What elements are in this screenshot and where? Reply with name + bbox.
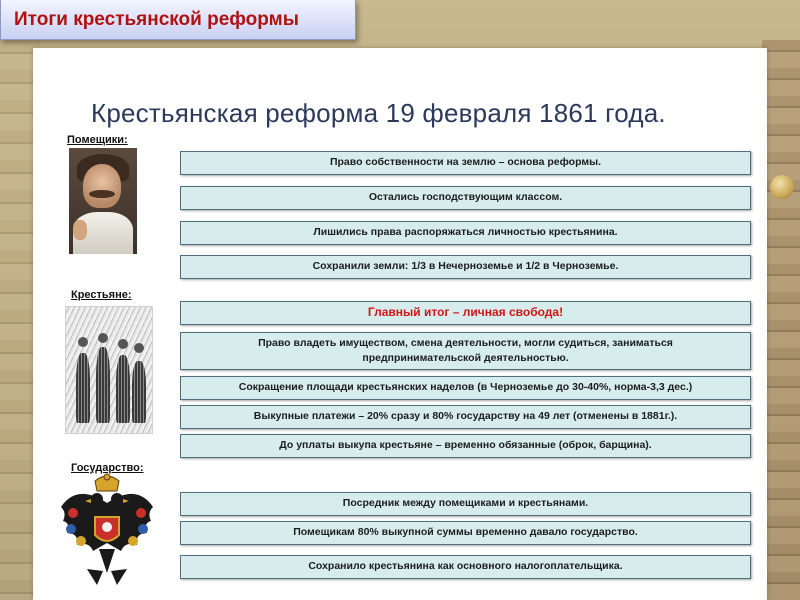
peasants-item-5: До уплаты выкупа крестьяне – временно обязанные (оброк, барщина).: [180, 434, 751, 458]
peasants-item-2: Право владеть имуществом, смена деятельности, могли судиться, заниматься предпринимательской деятельностью.: [180, 332, 751, 370]
group-label-landowners: Помещики:: [67, 134, 128, 146]
slide-title: Итоги крестьянской реформы: [0, 0, 356, 40]
peasants-item-3: Сокращение площади крестьянских наделов (в Черноземье до 30-40%, норма-3,3 дес.): [180, 376, 751, 400]
landowners-item-3: Лишились права распоряжаться личностью крестьянина.: [180, 221, 751, 245]
page-title: Крестьянская реформа 19 февраля 1861 года.: [91, 98, 666, 128]
content-panel: [33, 48, 767, 600]
group-label-peasants: Крестьяне:: [71, 289, 132, 301]
state-item-1: Посредник между помещиками и крестьянами.: [180, 492, 751, 516]
group-label-state: Государство:: [71, 462, 144, 474]
state-item-3: Сохранило крестьянина как основного налогоплательщика.: [180, 555, 751, 579]
landowners-item-4: Сохранили земли: 1/3 в Нечерноземье и 1/2 в Черноземье.: [180, 255, 751, 279]
peasants-item-4: Выкупные платежи – 20% сразу и 80% государству на 49 лет (отменены в 1881г.).: [180, 405, 751, 429]
peasants-item-main-result: Главный итог – личная свобода!: [180, 301, 751, 325]
landowner-portrait: [69, 148, 137, 254]
imperial-eagle-emblem: [57, 473, 157, 591]
state-item-2: Помещикам 80% выкупной суммы временно давало государство.: [180, 521, 751, 545]
background-dome: [770, 175, 794, 199]
peasants-engraving: [65, 306, 153, 434]
landowners-item-2: Остались господствующим классом.: [180, 186, 751, 210]
landowners-item-1: Право собственности на землю – основа реформы.: [180, 151, 751, 175]
